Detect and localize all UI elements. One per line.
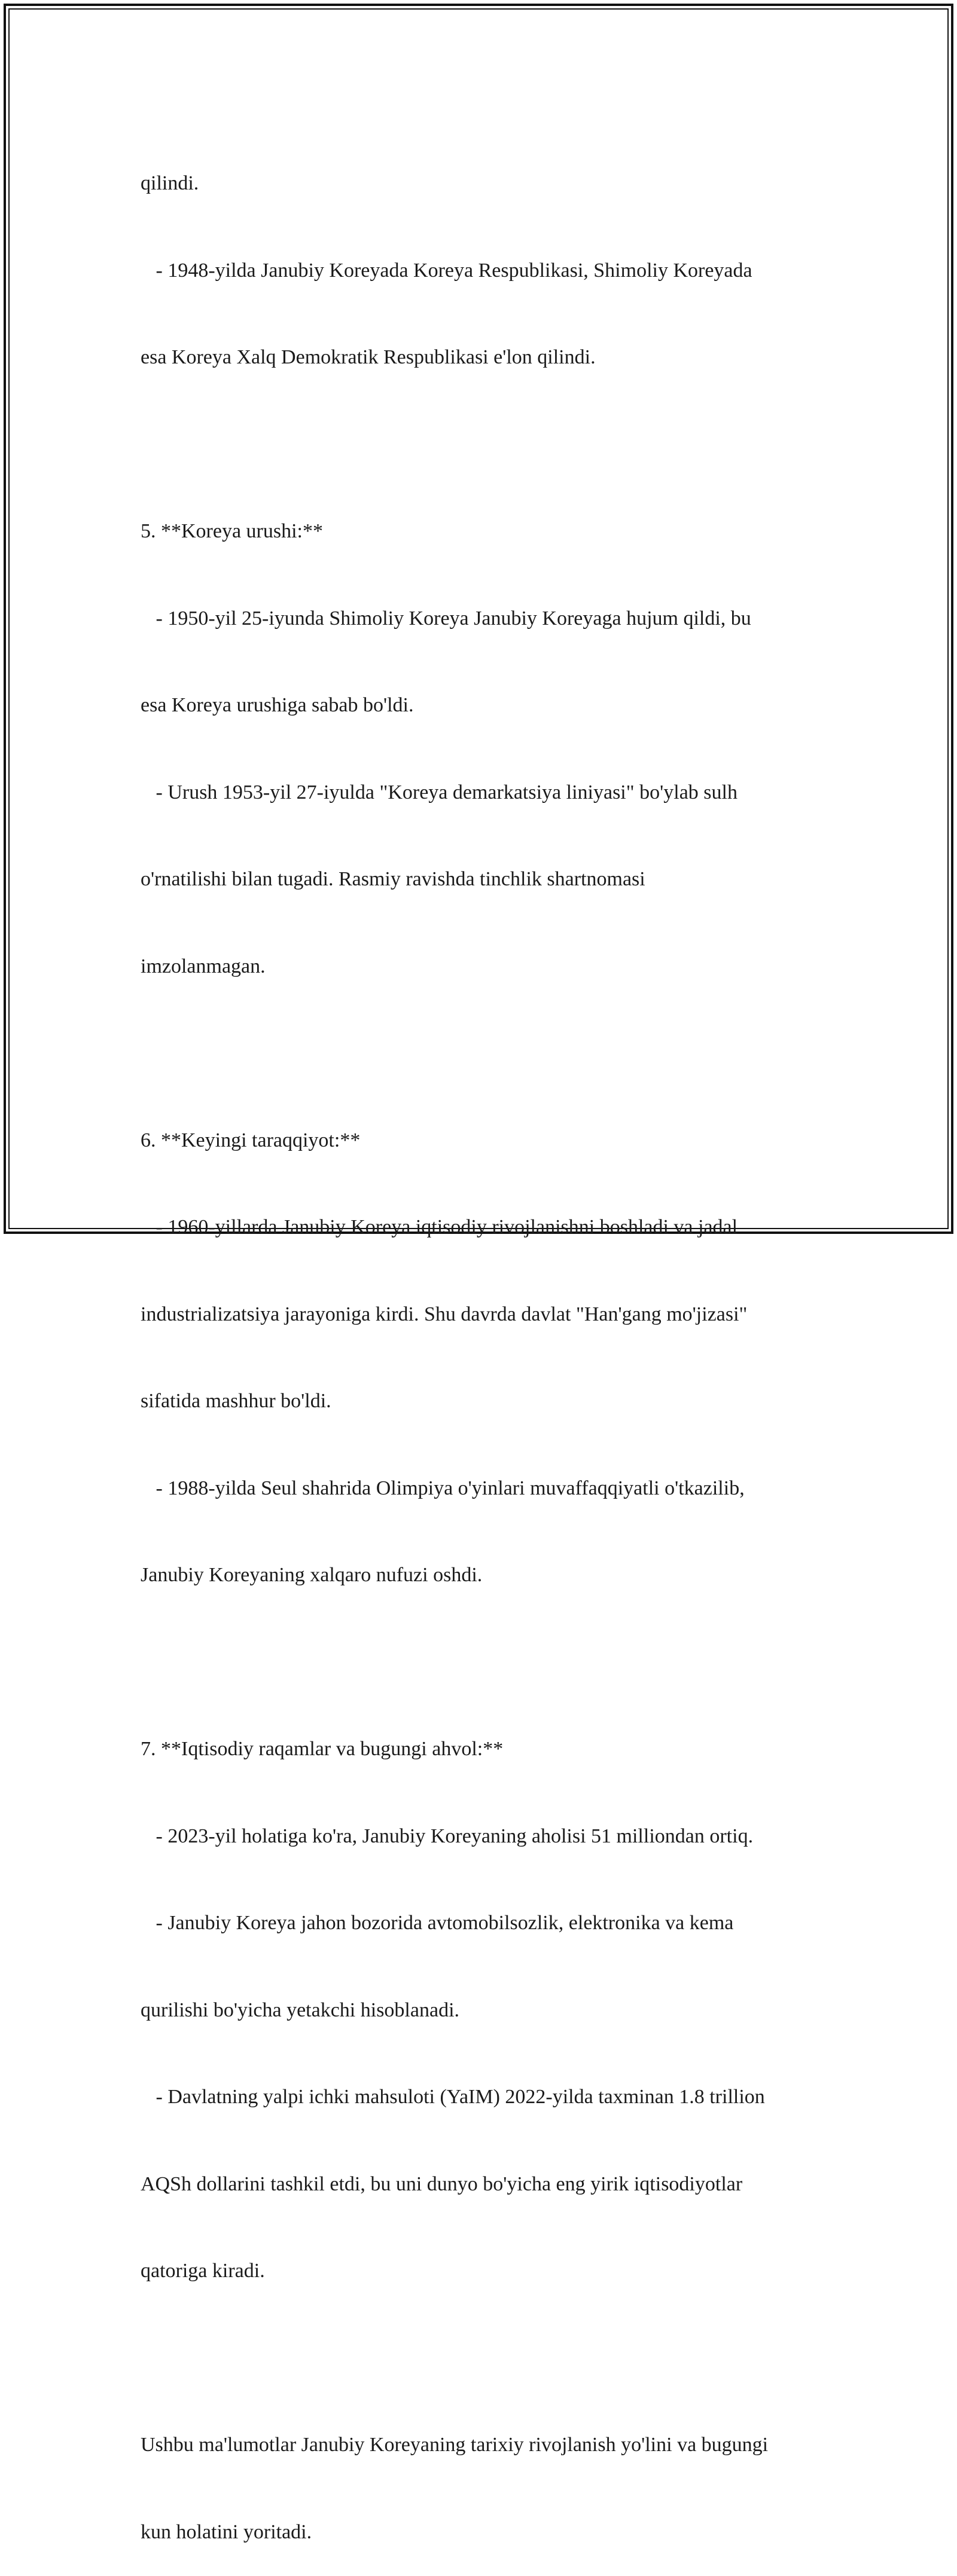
section-heading-7: 7. **Iqtisodiy raqamlar va bugungi ahvol:** [141, 1738, 504, 1760]
text-line: o'rnatilishi bilan tugadi. Rasmiy ravishda tinchlik shartnomasi [141, 868, 645, 890]
list-item-line: - 1948-yilda Janubiy Koreyada Koreya Respublikasi, Shimoliy Koreyada [141, 259, 752, 282]
section-heading-6: 6. **Keyingi taraqqiyot:** [141, 1129, 361, 1151]
text-line: qurilishi bo'yicha yetakchi hisoblanadi. [141, 1999, 460, 2021]
text-line: sifatida mashhur bo'ldi. [141, 1390, 331, 1412]
list-item-line: - Davlatning yalpi ichki mahsuloti (YaIM) 2022-yilda taxminan 1.8 trillion [141, 2086, 765, 2108]
blank-line [141, 430, 834, 460]
blank-line [141, 1648, 834, 1677]
list-item-line: - 1988-yilda Seul shahrida Olimpiya o'yinlari muvaffaqqiyatli o'tkazilib, [141, 1477, 745, 1499]
text-line: qilindi. [141, 172, 199, 194]
section-heading-5: 5. **Koreya urushi:** [141, 520, 324, 542]
list-item-line: - Janubiy Koreya jahon bozorida avtomobilsozlik, elektronika va kema [141, 1912, 734, 1934]
closing-paragraph-line: kun holatini yoritadi. [141, 2520, 312, 2543]
text-line: imzolanmagan. [141, 955, 266, 977]
list-item-line: - 1950-yil 25-iyunda Shimoliy Koreya Janubiy Koreyaga hujum qildi, bu [141, 607, 751, 630]
closing-paragraph-line: Ushbu ma'lumotlar Janubiy Koreyaning tarixiy rivojlanish yo'lini va bugungi [141, 2434, 769, 2456]
text-line: industrializatsiya jarayoniga kirdi. Shu davrda davlat "Han'gang mo'jizasi" [141, 1303, 748, 1325]
document-body [141, 111, 834, 2576]
list-item-line: - 1960-yillarda Janubiy Koreya iqtisodiy rivojlanishni boshladi va jadal [141, 1216, 738, 1238]
list-item-line: - 2023-yil holatiga ko'ra, Janubiy Koreyaning aholisi 51 milliondan ortiq. [141, 1825, 754, 1847]
list-item-line: - Urush 1953-yil 27-iyulda "Koreya demarkatsiya liniyasi" bo'ylab sulh [141, 781, 737, 803]
text-line: esa Koreya urushiga sabab bo'ldi. [141, 694, 414, 716]
blank-line [141, 2344, 834, 2373]
text-line: qatoriga kiradi. [141, 2260, 265, 2282]
text-line: AQSh dollarini tashkil etdi, bu uni dunyo bo'yicha eng yirik iqtisodiyotlar [141, 2172, 743, 2195]
text-line: Janubiy Koreyaning xalqaro nufuzi oshdi. [141, 1564, 483, 1586]
text-line: esa Koreya Xalq Demokratik Respublikasi e'lon qilindi. [141, 346, 596, 368]
blank-line [141, 1039, 834, 1068]
